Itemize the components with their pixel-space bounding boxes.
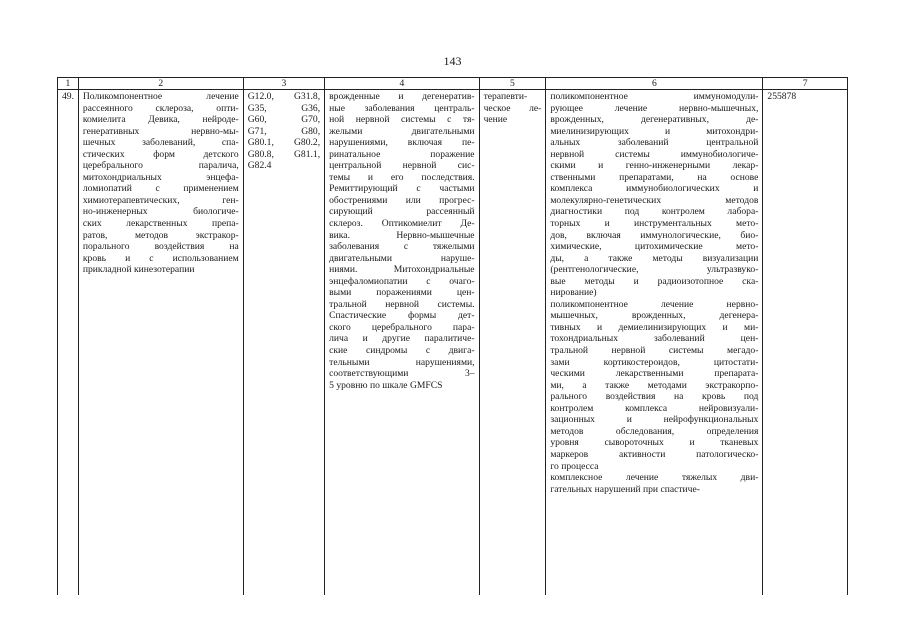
treatment-type-cell (479, 90, 546, 595)
method-name-line: ратов, методов экстракор- (82, 229, 239, 241)
diagnosis-code: G12.0, (247, 91, 274, 102)
treatment-method-line: ды, а также методы визуализации (550, 252, 759, 264)
diagnosis-code: G71, (247, 125, 267, 137)
diagnosis-code: G82.4 (247, 160, 272, 172)
treatment-method-line: нирование) (550, 287, 597, 299)
method-name-line: порального воздействия на (82, 241, 239, 253)
treatment-method-line: молекулярно-генетических методов (550, 194, 759, 206)
patient-model-line: сирующий рассеянный (329, 206, 475, 218)
patient-model-line: склероз. Оптикомиелит Де- (329, 218, 475, 230)
patient-model-line: ского церебрального пара- (329, 321, 475, 333)
treatment-method-line: тральной нервной системы мегадо- (550, 345, 759, 357)
patient-model-line: двигательными наруше- (329, 252, 475, 264)
treatment-type-line: ческое ле- (483, 102, 542, 114)
treatment-method-line: комплексное лечение тяжелых дви- (550, 472, 759, 484)
method-name-line: митохондриальных энцефа- (82, 171, 239, 183)
treatment-method-line: химические, цитохимические мето- (550, 241, 759, 253)
treatment-method-line: поликомпонентное иммуномодули- (550, 91, 759, 102)
treatment-type-line: терапевти- (483, 91, 528, 102)
treatment-method-line: дов, включая иммунологические, био- (550, 229, 759, 241)
treatment-method-line: диагностики под контролем лабора- (550, 206, 759, 218)
treatment-method-line: го процесса (550, 460, 599, 472)
diagnosis-code: G36, (301, 102, 321, 114)
diagnosis-code: G80.8, (247, 148, 274, 160)
column-header-7: 7 (763, 78, 848, 90)
column-header-6: 6 (546, 78, 763, 90)
method-name-line: стических форм детского (82, 148, 239, 160)
treatment-method-line: ческими лекарственными препарата- (550, 368, 759, 380)
method-name-line: генеративных нервно-мы- (82, 125, 239, 137)
cost-cell: 255878 (763, 90, 848, 595)
patient-model-cell (325, 90, 479, 595)
patient-model-line: врожденные и дегенератив- (329, 91, 475, 102)
patient-model-line: желыми двигательными (329, 125, 475, 137)
treatment-method-line: скими и генно-инженерными лекар- (550, 160, 759, 172)
treatment-method-line: ственными препаратами, на основе (550, 171, 759, 183)
treatment-method-line: альных заболеваний центральной (550, 137, 759, 149)
patient-model-line: соответствующими 3– (329, 368, 475, 380)
patient-model-line: тральной нервной системы. (329, 298, 475, 310)
column-header-1: 1 (58, 78, 79, 90)
diagnosis-code-line (248, 149, 320, 161)
patient-model-line: Спастические формы дет- (329, 310, 475, 322)
patient-model-line: ниями. Митохондриальные (329, 264, 475, 276)
patient-model-line: обострениями или прогрес- (329, 194, 475, 206)
patient-model-line: ной нервной системы с тя- (329, 114, 475, 126)
treatment-method-line: (рентгенологические, ультразвуко- (550, 264, 759, 276)
method-name-line: но-инженерных биологиче- (82, 206, 239, 218)
method-name-line: кровь и с использованием (82, 252, 239, 264)
diagnosis-code: G31.8, (294, 91, 321, 102)
diagnosis-code: G80, (301, 125, 321, 137)
method-name-line: комиелита Девика, нейроде- (82, 114, 239, 126)
patient-model-line: тельными нарушениями, (329, 356, 475, 368)
treatment-method-line: зами кортикостероидов, цитостати- (550, 356, 759, 368)
treatment-method-line: рующее лечение нервно-мышечных, (550, 102, 759, 114)
treatment-type-line: чение (483, 114, 508, 126)
treatment-method-line: поликомпонентное лечение нервно- (550, 298, 759, 310)
column-header-3: 3 (243, 78, 324, 90)
patient-model-line: ские синдромы с двига- (329, 345, 475, 357)
column-header-5: 5 (479, 78, 546, 90)
method-name-line: рассеянного склероза, опти- (82, 102, 239, 114)
table-header-row (58, 78, 848, 90)
method-name-line: прикладной кинезотерапии (82, 264, 195, 276)
patient-model-line: центральной нервной сис- (329, 160, 475, 172)
patient-model-line: Ремиттирующий с частыми (329, 183, 475, 195)
treatment-method-line: маркеров активности патологическо- (550, 448, 759, 460)
treatment-method-paragraph (550, 299, 758, 472)
diagnosis-code: G60, (247, 114, 267, 126)
treatment-method-line: методов обследования, определения (550, 425, 759, 437)
diagnosis-code-line (248, 160, 320, 172)
method-name-line: химиотерапевтических, ген- (82, 194, 239, 206)
page-number: 143 (443, 54, 462, 68)
patient-model-line: ные заболевания централь- (329, 102, 475, 114)
row-index: 49. (58, 90, 79, 595)
diagnosis-code-line (248, 114, 320, 126)
patient-model-line: лича и другие паралитиче- (329, 333, 475, 345)
treatment-method-line: миелинизирующих и митохондри- (550, 125, 759, 137)
treatment-method-line: комплекса иммунобиологических и (550, 183, 759, 195)
treatment-method-line: контролем комплекса нейровизуали- (550, 402, 759, 414)
diagnosis-code: G35, (247, 102, 267, 114)
patient-model-line: вика. Нервно-мышечные (329, 229, 475, 241)
diagnosis-code-line (248, 126, 320, 138)
method-name-line: церебрального паралича, (82, 160, 239, 172)
diagnosis-code: G70, (301, 114, 321, 126)
treatment-method-cell (546, 90, 763, 595)
diagnosis-code: G81.1, (294, 148, 321, 160)
method-name-cell (78, 90, 243, 595)
patient-model-line: нарушениями, включая пе- (329, 137, 475, 149)
diagnosis-code-line (248, 103, 320, 115)
treatment-method-line: вые методы и радиоизотопное ска- (550, 275, 759, 287)
treatment-method-line: зационных и нейрофункциональных (550, 414, 759, 426)
patient-model-line: ринатальное поражение (329, 148, 475, 160)
diagnosis-code: G80.2, (294, 137, 321, 149)
treatment-method-line: врожденных, дегенеративных, де- (550, 114, 759, 126)
patient-model-line: заболевания с тяжелыми (329, 241, 475, 253)
treatment-method-paragraph (550, 472, 758, 495)
treatment-method-line: ми, а также методами экстракорпо- (550, 379, 759, 391)
diagnosis-code-line (248, 91, 320, 103)
treatment-method-paragraph (550, 91, 758, 299)
patient-model-line: выми поражениями цен- (329, 287, 475, 299)
patient-model-line: темы и его последствия. (329, 171, 475, 183)
column-header-4: 4 (325, 78, 479, 90)
column-header-2: 2 (78, 78, 243, 90)
patient-model-line: энцефаломиопатии с очаго- (329, 275, 475, 287)
treatment-method-line: тохондриальных заболеваний цен- (550, 333, 759, 345)
diagnosis-codes-cell (243, 90, 324, 595)
method-name-line: шечных заболеваний, спа- (82, 137, 239, 149)
treatment-method-line: уровня сывороточных и тканевых (550, 437, 759, 449)
method-name-line: Поликомпонентное лечение (82, 91, 239, 102)
treatment-method-line: рального воздействия на кровь под (550, 391, 759, 403)
method-name-line: ских лекарственных препа- (82, 218, 239, 230)
table-row (58, 90, 848, 595)
treatment-method-line: нервной системы иммунобиологиче- (550, 148, 759, 160)
treatment-method-line: мышечных, врожденных, дегенера- (550, 310, 759, 322)
diagnosis-code-line (248, 137, 320, 149)
treatment-method-line: торных и инструментальных мето- (550, 218, 759, 230)
treatment-method-line: тивных и демиелинизирующих и ми- (550, 321, 759, 333)
medical-care-table (57, 77, 848, 595)
treatment-method-line: гательных нарушений при спастиче- (550, 483, 700, 495)
patient-model-line: 5 уровню по шкале GMFCS (329, 379, 443, 391)
diagnosis-code: G80.1, (247, 137, 274, 149)
method-name-line: ломиопатий с применением (82, 183, 239, 195)
